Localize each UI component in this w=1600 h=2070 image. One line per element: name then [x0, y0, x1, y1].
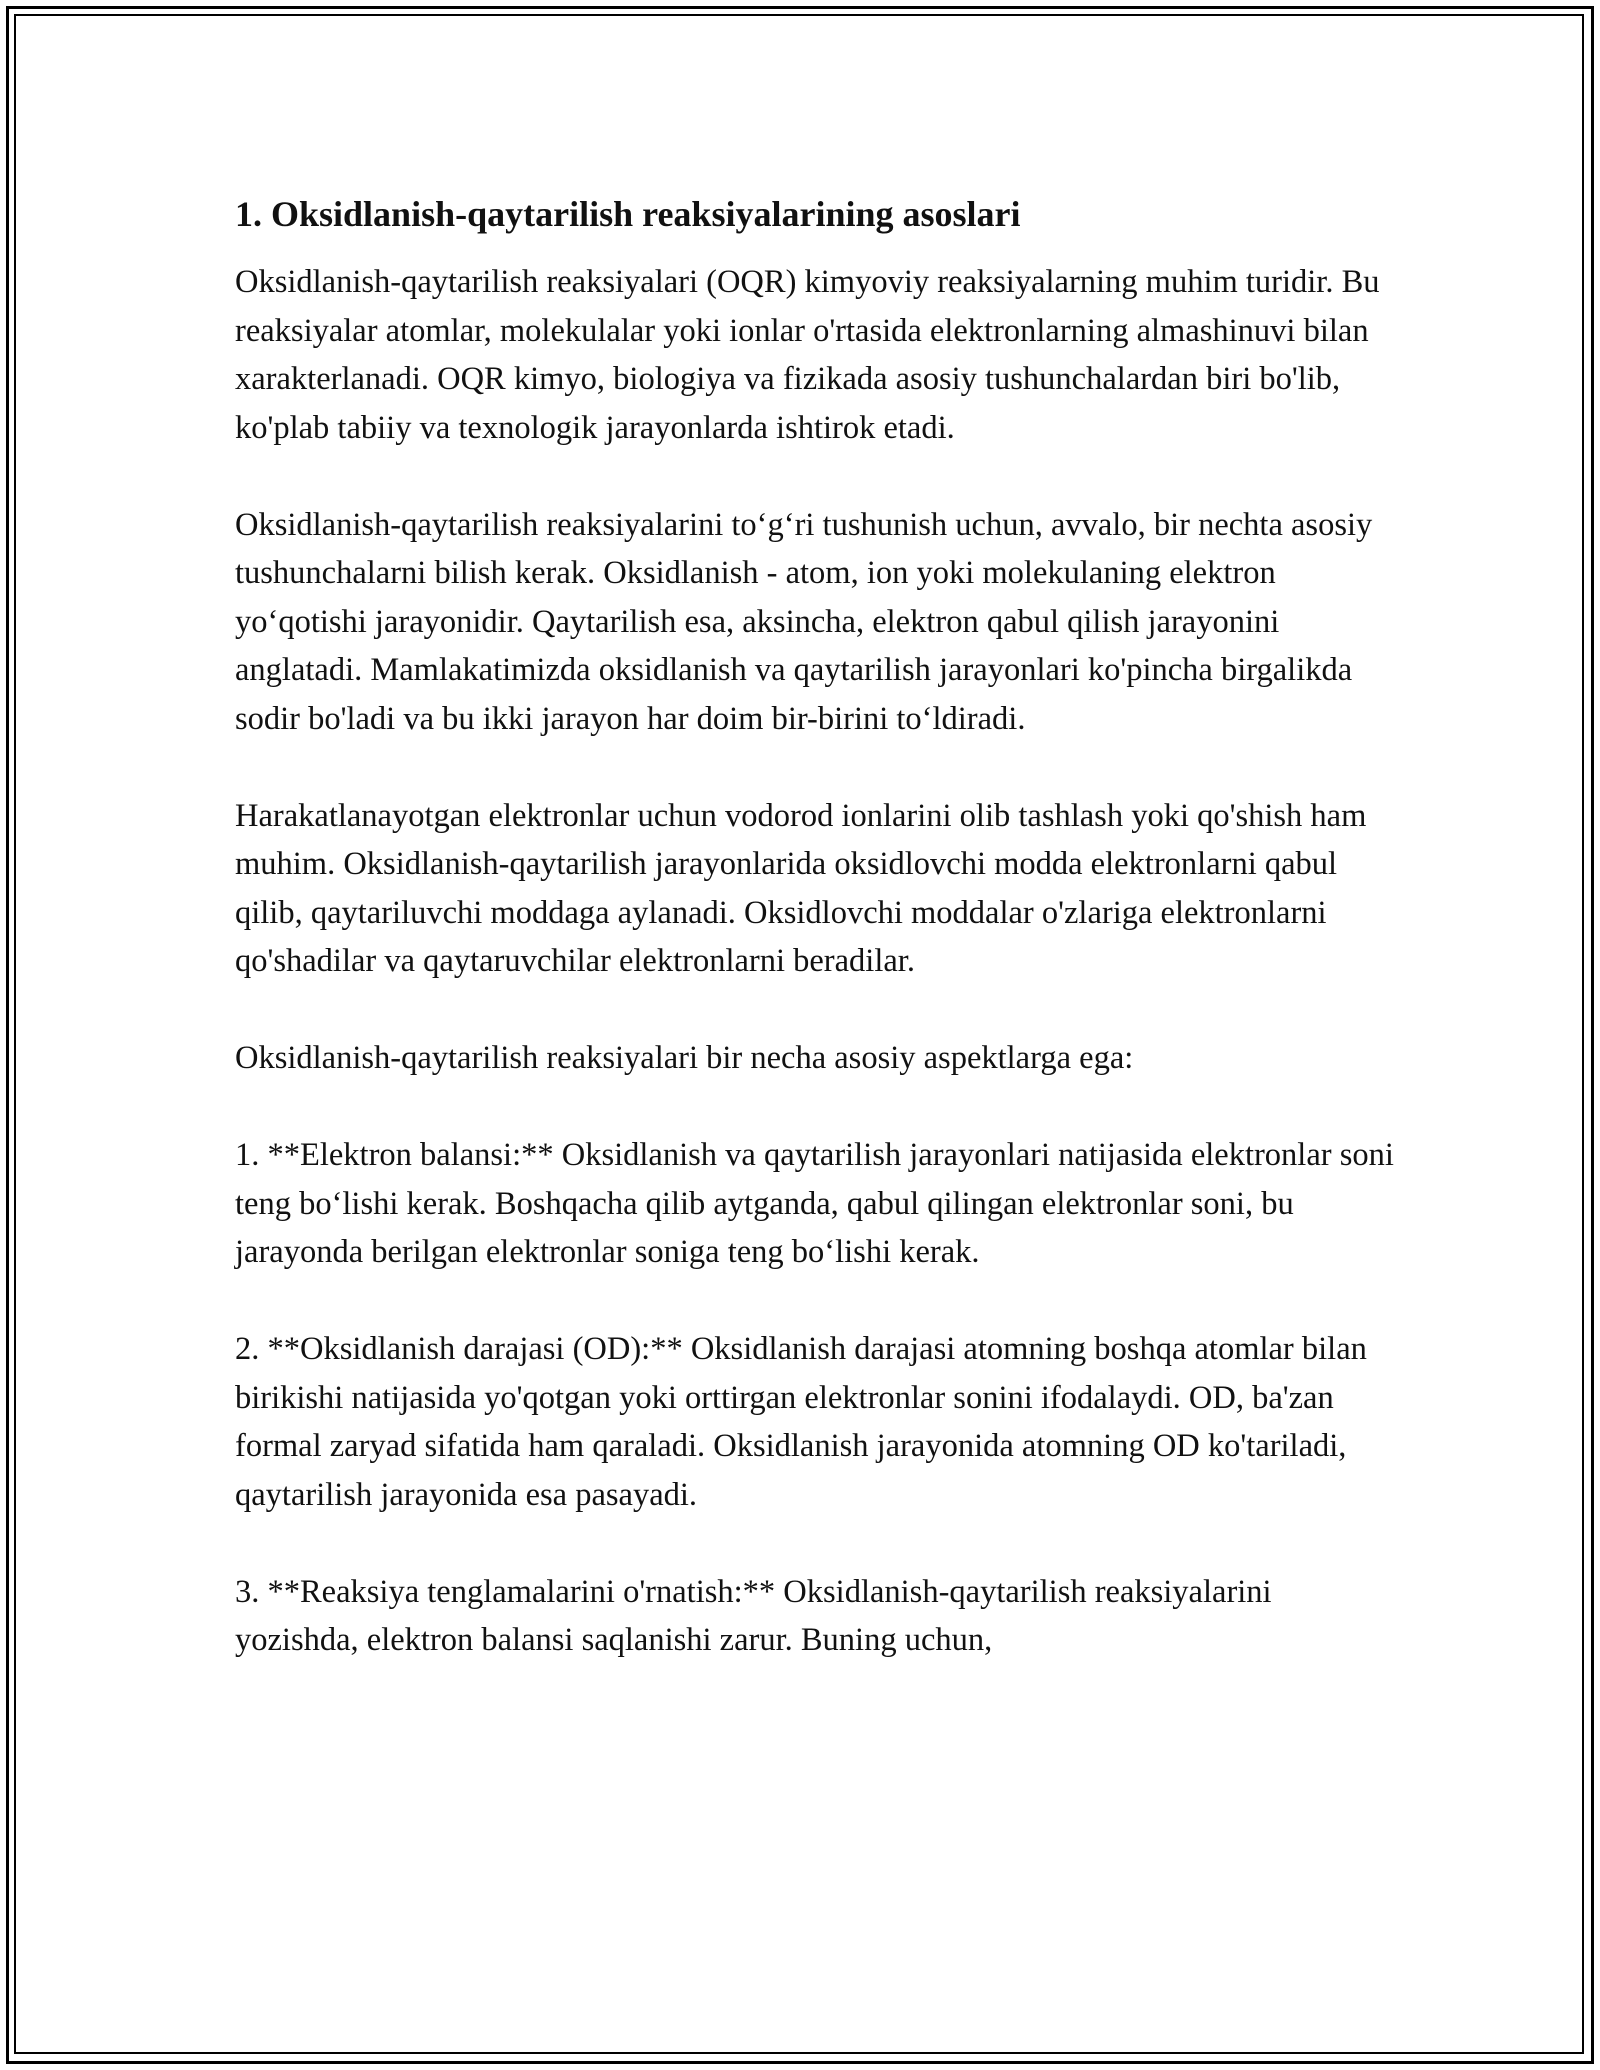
paragraph-electrons: Harakatlanayotgan elektronlar uchun vodorod ionlarini olib tashlash yoki qo'shish ham muhim. Oksidlanish-qaytarilish jarayonlarida oksidlovchi modda elektronlarni qabul qilib, qaytariluvchi moddaga aylanadi. Oksidlovchi moddalar o'zlariga elektronlarni qo'shadilar va qaytaruvchilar elektronlarni beradilar.: [235, 797, 1367, 979]
list-item-reaction-equations: 3. **Reaksiya tenglamalarini o'rnatish:** Oksidlanish-qaytarilish reaksiyalarini yozishda, elektron balansi saqlanishi zarur. Buning uchun,: [235, 1573, 1272, 1658]
document-body: [235, 186, 1395, 1713]
list-item-oxidation-state: 2. **Oksidlanish darajasi (OD):** Oksidlanish darajasi atomning boshqa atomlar bilan birikishi natijasida yo'qotgan yoki orttirgan elektronlar sonini ifodalaydi. OD, ba'zan formal zaryad sifatida ham qaraladi. Oksidlanish jarayonida atomning OD ko'tariladi, qaytarilish jarayonida esa pasayadi.: [235, 1331, 1367, 1513]
section-heading: 1. Oksidlanish-qaytarilish reaksiyalarining asoslari: [235, 194, 1021, 234]
paragraph-concepts: Oksidlanish-qaytarilish reaksiyalarini to‘g‘ri tushunish uchun, avvalo, bir nechta asosiy tushunchalarni bilish kerak. Oksidlanish - atom, ion yoki molekulaning elektron yo‘qotishi jarayonidir. Qaytarilish esa, aksincha, elektron qabul qilish jarayonini anglatadi. Mamlakatimizda oksidlanish va qaytarilish jarayonlari ko'pincha birgalikda sodir bo'ladi va bu ikki jarayon har doim bir-birini to‘ldiradi.: [235, 506, 1373, 737]
list-item-electron-balance: 1. **Elektron balansi:** Oksidlanish va qaytarilish jarayonlari natijasida elektronlar soni teng bo‘lishi kerak. Boshqacha qilib aytganda, qabul qilingan elektronlar soni, bu jarayonda berilgan elektronlar soniga teng bo‘lishi kerak.: [235, 1137, 1394, 1270]
paragraph-aspects-intro: Oksidlanish-qaytarilish reaksiyalari bir necha asosiy aspektlarga ega:: [235, 1040, 1134, 1076]
paragraph-intro: Oksidlanish-qaytarilish reaksiyalari (OQR) kimyoviy reaksiyalarning muhim turidir. Bu reaksiyalar atomlar, molekulalar yoki ionlar o'rtasida elektronlarning almashinuvi bilan xarakterlanadi. OQR kimyo, biologiya va fizikada asosiy tushunchalardan biri bo'lib, ko'plab tabiiy va texnologik jarayonlarda ishtirok etadi.: [235, 264, 1380, 446]
